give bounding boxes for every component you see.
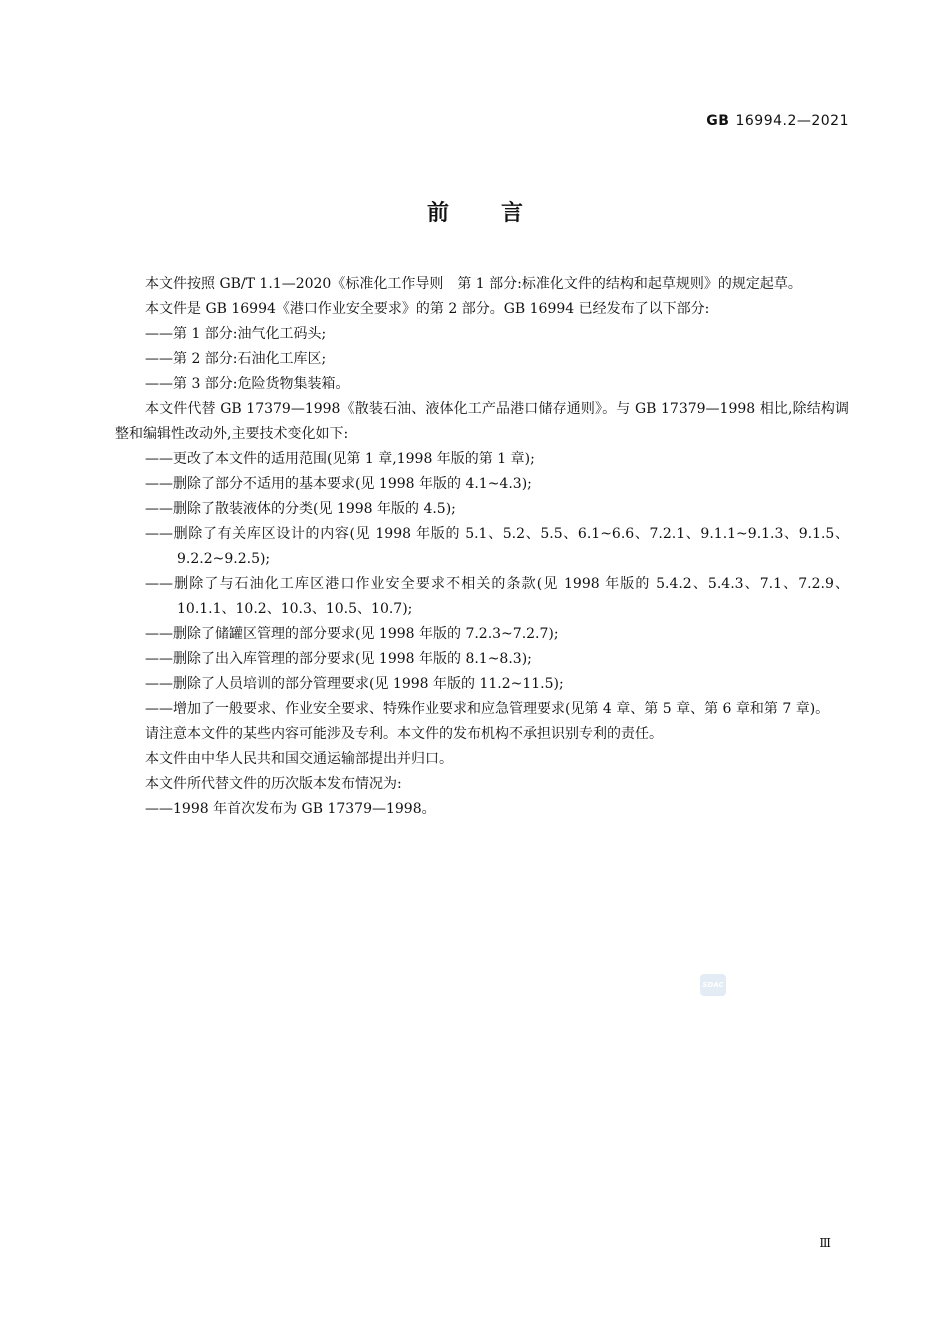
paragraph: 本文件代替 GB 17379—1998《散装石油、液体化工产品港口储存通则》。与 GB 17379—1998 相比,除结构调整和编辑性改动外,主要技术变化如下: xyxy=(115,401,849,442)
list-item: ——删除了储罐区管理的部分要求(见 1998 年版的 7.2.3~7.2.7); xyxy=(145,626,559,642)
page-number: Ⅲ xyxy=(819,1236,831,1250)
paragraph: 请注意本文件的某些内容可能涉及专利。本文件的发布机构不承担识别专利的责任。 xyxy=(145,726,663,742)
paragraph: 本文件是 GB 16994《港口作业安全要求》的第 2 部分。GB 16994 已经发布了以下部分: xyxy=(145,301,710,317)
document-body xyxy=(115,272,849,822)
standard-number xyxy=(706,113,849,129)
page-title: 前言 xyxy=(426,201,575,226)
list-item: ——删除了与石油化工库区港口作业安全要求不相关的条款(见 1998 年版的 5.4.2、5.4.3、7.1、7.2.9、10.1.1、10.2、10.3、10.5、10.7); xyxy=(145,576,849,617)
list-item: ——第 1 部分:油气化工码头; xyxy=(145,326,327,342)
paragraph: 本文件由中华人民共和国交通运输部提出并归口。 xyxy=(145,751,453,767)
list-item: ——增加了一般要求、作业安全要求、特殊作业要求和应急管理要求(见第 4 章、第 5 章、第 6 章和第 7 章)。 xyxy=(145,701,830,717)
standard-code: 16994.2—2021 xyxy=(735,113,849,129)
list-item: ——更改了本文件的适用范围(见第 1 章,1998 年版的第 1 章); xyxy=(145,451,535,467)
list-item: ——删除了出入库管理的部分要求(见 1998 年版的 8.1~8.3); xyxy=(145,651,532,667)
paragraph: 本文件按照 GB/T 1.1—2020《标准化工作导则 第 1 部分:标准化文件的结构和起草规则》的规定起草。 xyxy=(145,276,802,292)
list-item: ——删除了人员培训的部分管理要求(见 1998 年版的 11.2~11.5); xyxy=(145,676,564,692)
list-item: ——1998 年首次发布为 GB 17379—1998。 xyxy=(145,801,436,817)
list-item: ——第 3 部分:危险货物集装箱。 xyxy=(145,376,350,392)
list-item: ——第 2 部分:石油化工库区; xyxy=(145,351,327,367)
list-item: ——删除了散装液体的分类(见 1998 年版的 4.5); xyxy=(145,501,456,517)
list-item: ——删除了有关库区设计的内容(见 1998 年版的 5.1、5.2、5.5、6.1~6.6、7.2.1、9.1.1~9.1.3、9.1.5、9.2.2~9.2.5); xyxy=(145,526,849,567)
watermark-logo: SDAC xyxy=(700,974,726,996)
paragraph: 本文件所代替文件的历次版本发布情况为: xyxy=(145,776,402,792)
standard-prefix: GB xyxy=(706,113,730,129)
list-item: ——删除了部分不适用的基本要求(见 1998 年版的 4.1~4.3); xyxy=(145,476,532,492)
